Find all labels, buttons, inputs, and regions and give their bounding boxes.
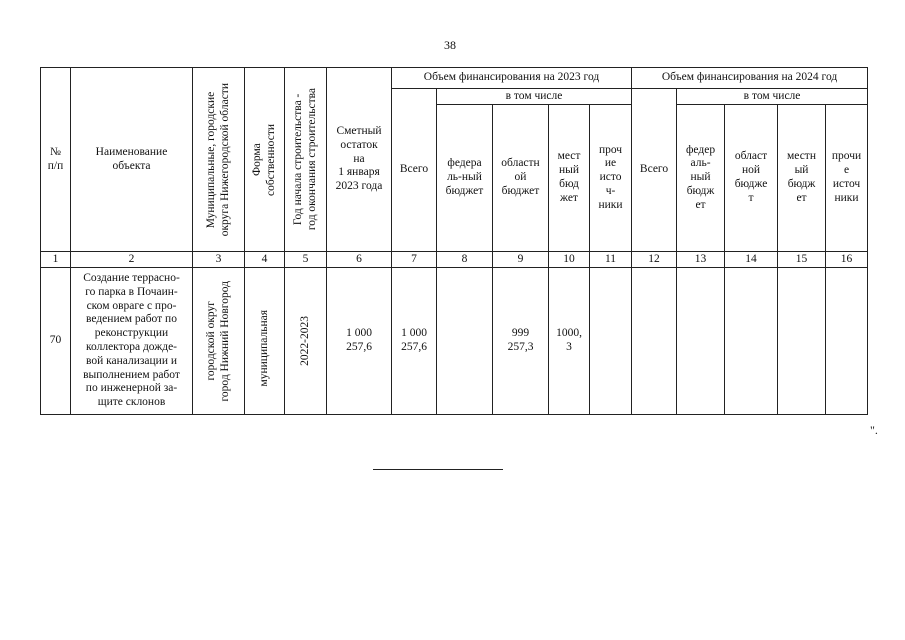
header-funding-2023: Объем финансирования на 2023 год xyxy=(392,68,632,89)
row-other-2024 xyxy=(826,268,868,415)
header-other-2023: проч ие исто ч- ники xyxy=(590,105,632,252)
column-number-row xyxy=(41,252,868,268)
row-other-2023 xyxy=(590,268,632,415)
row-ownership-text: муниципальная xyxy=(257,309,270,387)
column-number: 7 xyxy=(392,252,437,268)
header-including-2024: в том числе xyxy=(677,89,868,105)
closing-quote-mark: ". xyxy=(870,423,878,437)
header-total-2024: Всего xyxy=(632,89,677,252)
column-number: 9 xyxy=(493,252,549,268)
column-number: 14 xyxy=(725,252,778,268)
row-estimate: 1 000 257,6 xyxy=(327,268,392,415)
row-local-2023: 1000, 3 xyxy=(549,268,590,415)
column-number: 1 xyxy=(41,252,71,268)
footer-divider xyxy=(373,469,503,470)
header-estimate: Сметный остаток на 1 января 2023 года xyxy=(327,68,392,252)
header-local-2024: местн ый бюдж ет xyxy=(778,105,826,252)
row-regional-2023: 999 257,3 xyxy=(493,268,549,415)
row-total-2023: 1 000 257,6 xyxy=(392,268,437,415)
column-number: 10 xyxy=(549,252,590,268)
header-local-2023: мест ный бюд жет xyxy=(549,105,590,252)
header-name: Наименование объекта xyxy=(71,68,193,252)
funding-table xyxy=(40,67,868,415)
row-federal-2024 xyxy=(677,268,725,415)
row-years-text: 2022-2023 xyxy=(298,316,311,366)
row-federal-2023 xyxy=(437,268,493,415)
header-municipality xyxy=(193,68,245,252)
row-municipality xyxy=(193,268,245,415)
header-municipality-text: Муниципальные, городские округа Нижегородской области xyxy=(204,82,231,237)
column-number: 15 xyxy=(778,252,826,268)
row-ownership xyxy=(245,268,285,415)
row-local-2024 xyxy=(778,268,826,415)
header-other-2024: прочи е источ ники xyxy=(826,105,868,252)
table-row xyxy=(41,268,868,415)
column-number: 16 xyxy=(826,252,868,268)
header-total-2023: Всего xyxy=(392,89,437,252)
column-number: 3 xyxy=(193,252,245,268)
header-row-1 xyxy=(41,68,868,89)
header-years xyxy=(285,68,327,252)
row-object-name: Создание террасно- го парка в Почаин- ском овраге с про- ведением работ по реконструкции коллектора дожде- вой канализации и выполнением работ по инженерной за- щите склонов xyxy=(71,268,193,415)
header-ownership-text: Форма собственности xyxy=(250,123,277,196)
header-num: № п/п xyxy=(41,68,71,252)
column-number: 2 xyxy=(71,252,193,268)
header-funding-2024: Объем финансирования на 2024 год xyxy=(632,68,868,89)
header-federal-2024: федер аль- ный бюдж ет xyxy=(677,105,725,252)
column-number: 8 xyxy=(437,252,493,268)
row-years xyxy=(285,268,327,415)
column-number: 4 xyxy=(245,252,285,268)
column-number: 13 xyxy=(677,252,725,268)
header-regional-2023: областн ой бюджет xyxy=(493,105,549,252)
header-regional-2024: област ной бюдже т xyxy=(725,105,778,252)
row-num: 70 xyxy=(41,268,71,415)
header-federal-2023: федера ль-ный бюджет xyxy=(437,105,493,252)
column-number: 12 xyxy=(632,252,677,268)
header-ownership xyxy=(245,68,285,252)
page-number: 38 xyxy=(444,38,456,52)
column-number: 5 xyxy=(285,252,327,268)
header-including-2023: в том числе xyxy=(437,89,632,105)
column-number: 11 xyxy=(590,252,632,268)
row-regional-2024 xyxy=(725,268,778,415)
header-years-text: Год начала строительства - год окончания строительства xyxy=(291,88,318,231)
row-municipality-text: городской округ город Нижний Новгород xyxy=(204,280,231,402)
column-number: 6 xyxy=(327,252,392,268)
row-total-2024 xyxy=(632,268,677,415)
